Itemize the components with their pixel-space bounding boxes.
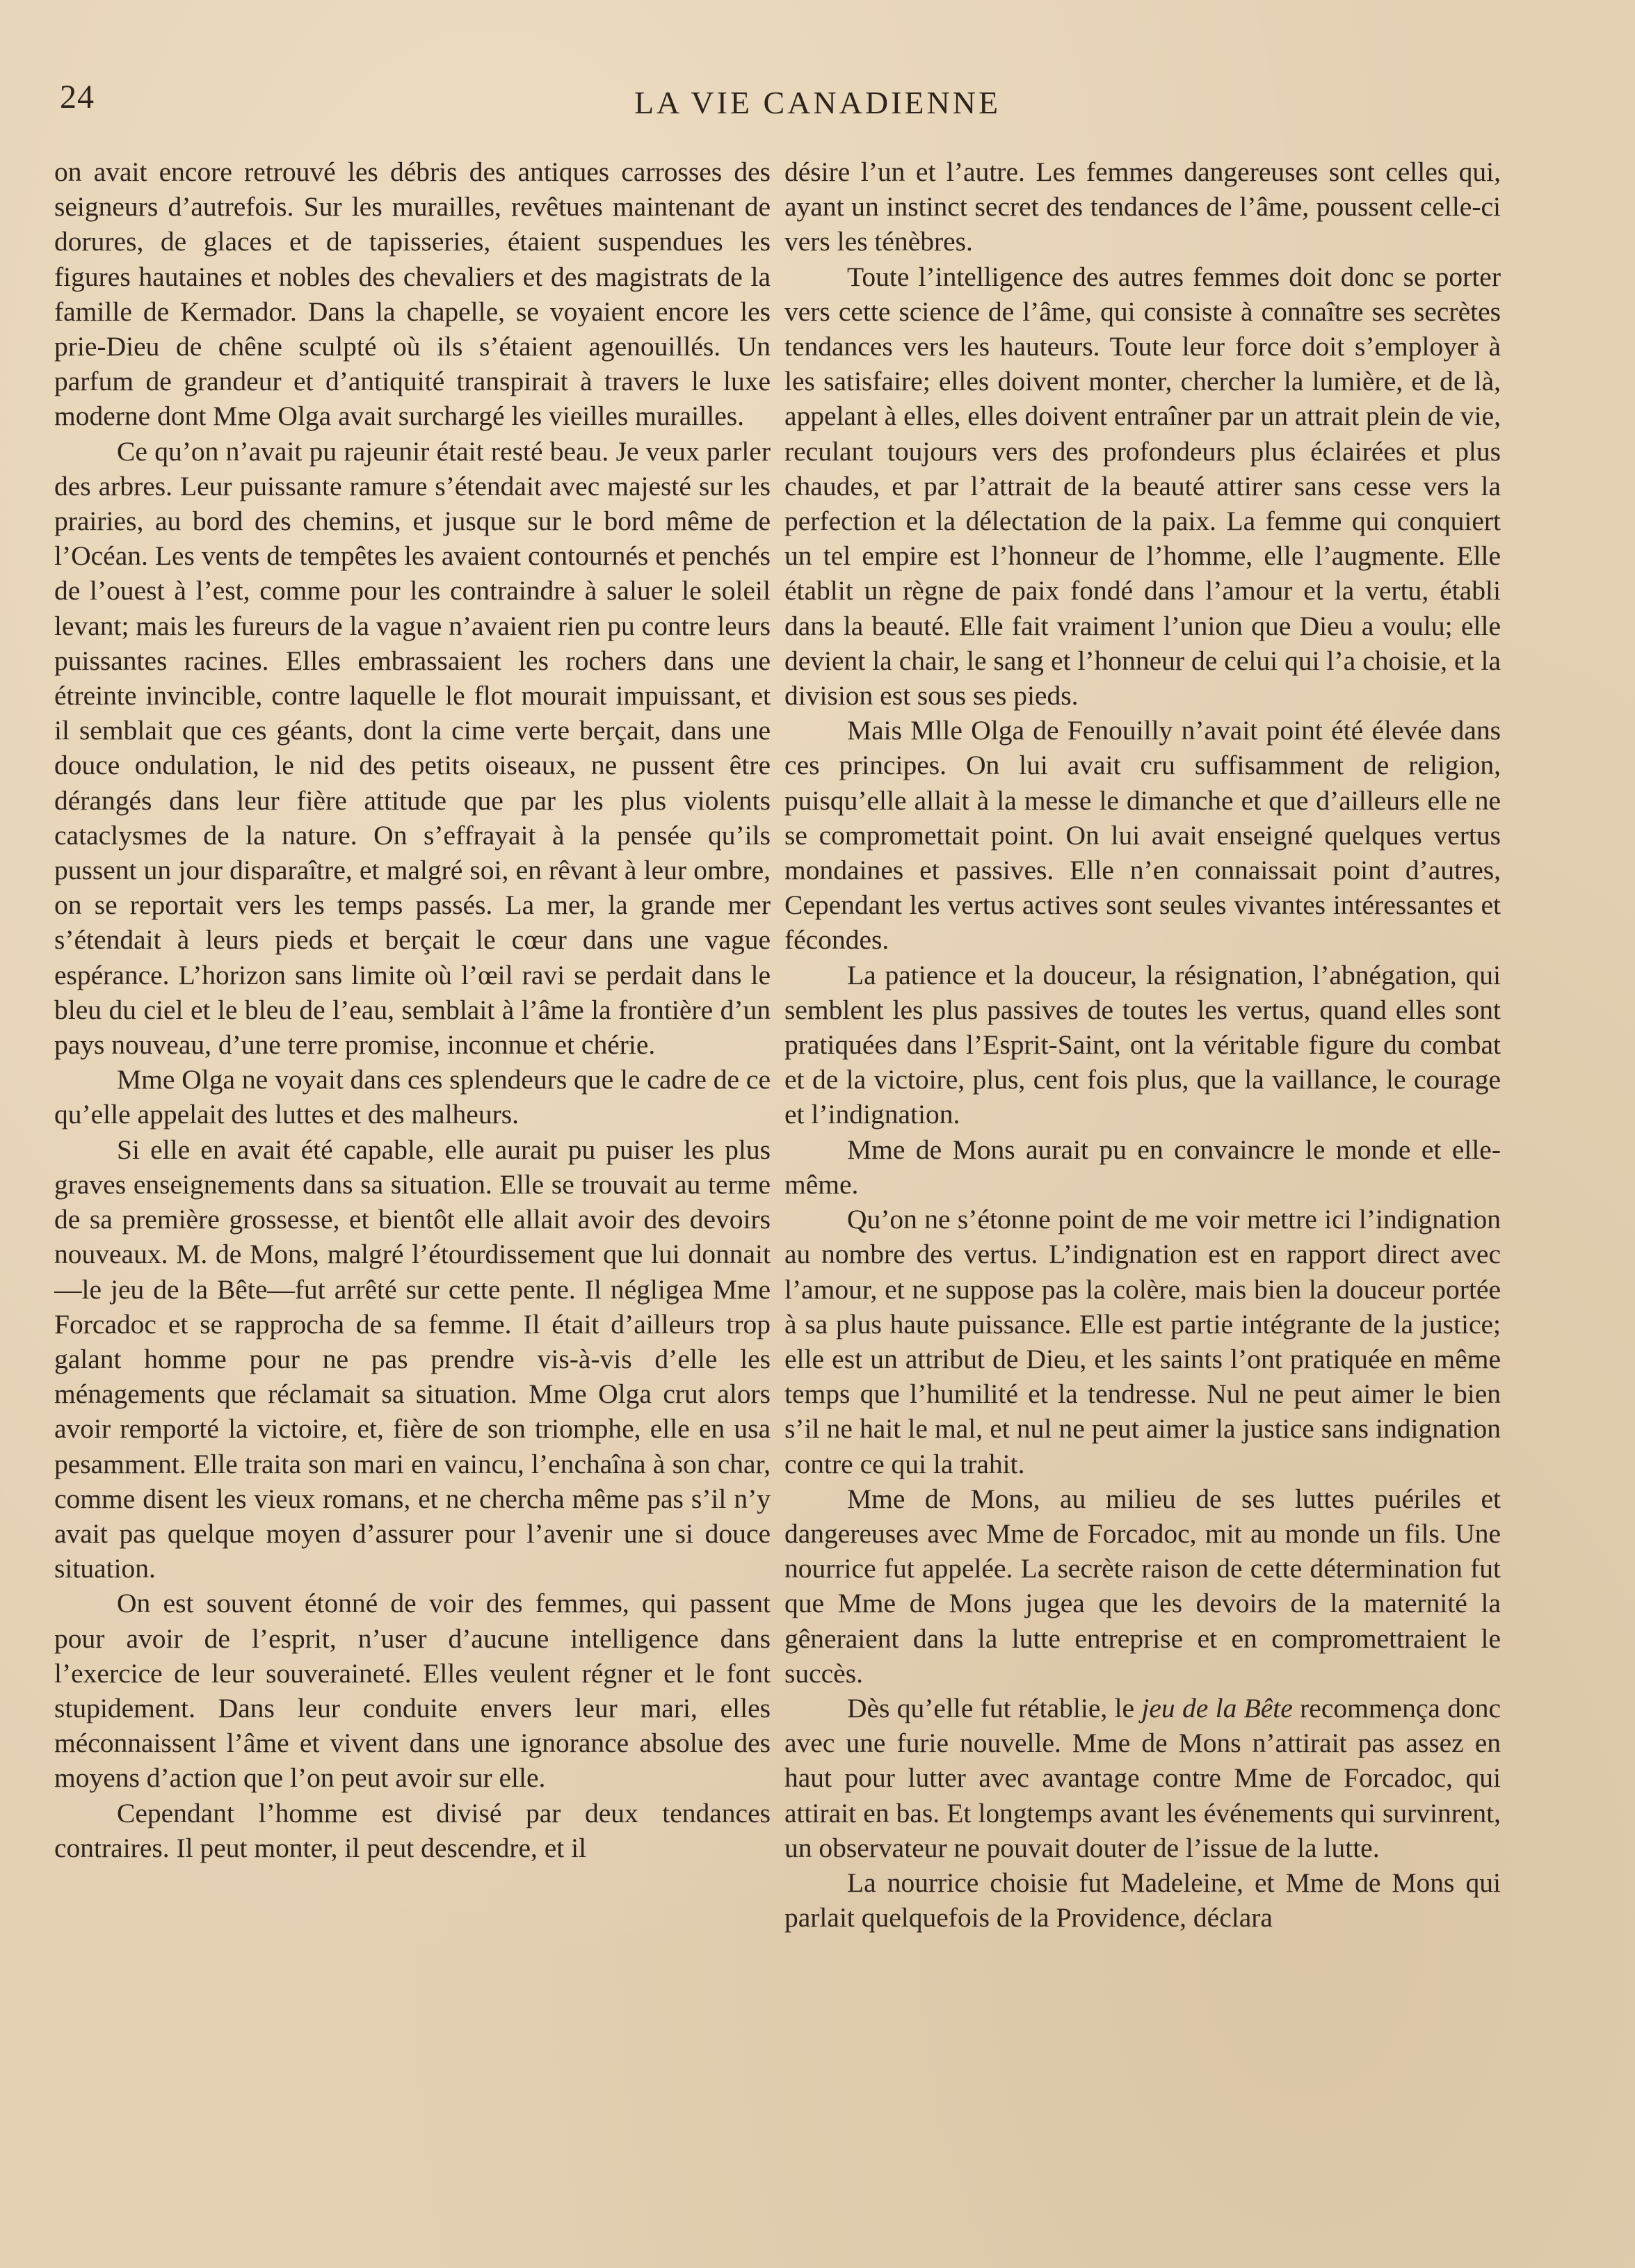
paragraph: Mme Olga ne voyait dans ces splendeurs que le cadre de ce qu’elle appelait des luttes et des malheurs. — [54, 1064, 771, 1130]
running-title: LA VIE CANADIENNE — [634, 85, 1001, 120]
paragraph-text: recommença donc avec une furie nouvelle. Mme de Mons n’attirait pas assez en haut pour lutter avec avantage contre Mme de Forcadoc, qui attirait en bas. Et longtemps avant les événements qui survinrent, un observateur ne pouvait douter de l’issue de la lutte. — [784, 1692, 1501, 1863]
paragraph — [784, 1691, 1501, 1865]
paragraph: on avait encore retrouvé les débris des antiques carrosses des seigneurs d’autrefois. Sur les murailles, revêtues maintenant de dorures, de glaces et de tapisseries, étaient suspendues les figures hautaines et nobles des chevaliers et des magistrats de la famille de Kermador. Dans la chapelle, se voyaient encore les prie-Dieu de chêne sculpté où ils s’étaient agenouillés. Un parfum de grandeur et d’antiquité transpirait à travers le luxe moderne dont Mme Olga avait surchargé les vieilles murailles. — [54, 156, 771, 432]
page-number: 24 — [60, 79, 95, 115]
paragraph: Mme de Mons aurait pu en convaincre le monde et elle-même. — [784, 1134, 1501, 1200]
paragraph: Si elle en avait été capable, elle aurait pu puiser les plus graves enseignements dans sa situation. Elle se trouvait au terme de sa première grossesse, et bientôt elle allait avoir des devoirs nouveaux. M. de Mons, malgré l’étourdissement que lui donnait—le jeu de la Bête—fut arrêté sur cette pente. Il négligea Mme Forcadoc et se rapprocha de sa femme. Il était d’ailleurs trop galant homme pour ne pas prendre vis-à-vis d’elle les ménagements que réclamait sa situation. Mme Olga crut alors avoir remporté la victoire, et, fière de son triomphe, elle en usa pesamment. Elle traita son mari en vaincu, l’enchaîna à son char, comme disent les vieux romans, et ne chercha même pas s’il n’y avait pas quelque moyen d’assurer pour l’avenir une si douce situation. — [54, 1134, 771, 1584]
paragraph-text: Dès qu’elle fut rétablie, le — [847, 1692, 1142, 1723]
paragraph: Cependant l’homme est divisé par deux tendances contraires. Il peut monter, il peut descendre, et il — [54, 1797, 771, 1863]
paragraph: Mais Mlle Olga de Fenouilly n’avait point été élevée dans ces principes. On lui avait cru suffisamment de religion, puisqu’elle allait à la messe le dimanche et que d’ailleurs elle ne se compromettait point. On lui avait enseigné quelques vertus mondaines et passives. Elle n’en connaissait point d’autres, Cependant les vertus actives sont seules vivantes intéressantes et fécondes. — [784, 715, 1501, 956]
italic-phrase: jeu de la Bête — [1141, 1692, 1293, 1723]
paragraph: Toute l’intelligence des autres femmes doit donc se porter vers cette science de l’âme, qui consiste à connaître ses secrètes tendances vers les hauteurs. Toute leur force doit s’employer à les satisfaire; elles doivent monter, chercher la lumière, et de là, appelant à elles, elles doivent entraîner par un attrait plein de vie, reculant toujours vers des profondeurs plus éclairées et plus chaudes, et par l’attrait de la beauté attirer sans cesse vers la perfection et la délectation de la paix. La femme qui conquiert un tel empire est l’honneur de l’homme, elle l’augmente. Elle établit un règne de paix fondé dans l’amour et la vertu, établi dans la beauté. Elle fait vraiment l’union que Dieu a voulu; elle devient la chair, le sang et l’honneur de celui qui l’a choisie, et la division est sous ses pieds. — [784, 261, 1501, 711]
right-column — [784, 154, 1501, 2234]
left-column — [54, 154, 771, 2234]
paragraph: Qu’on ne s’étonne point de me voir mettre ici l’indignation au nombre des vertus. L’indignation est en rapport direct avec l’amour, et ne suppose pas la colère, mais bien la douceur portée à sa plus haute puissance. Elle est partie intégrante de la justice; elle est un attribut de Dieu, et les saints l’ont pratiquée en même temps que l’humilité et la tendresse. Nul ne peut aimer le bien s’il ne hait le mal, et nul ne peut aimer la justice sans indignation contre ce qui la trahit. — [784, 1204, 1501, 1479]
paragraph: On est souvent étonné de voir des femmes, qui passent pour avoir de l’esprit, n’user d’aucune intelligence dans l’exercice de leur souveraineté. Elles veulent régner et le font stupidement. Dans leur conduite envers leur mari, elles méconnaissent l’âme et vivent dans une ignorance absolue des moyens d’action que l’on peut avoir sur elle. — [54, 1588, 771, 1794]
paragraph: Mme de Mons, au milieu de ses luttes puériles et dangereuses avec Mme de Forcadoc, mit au monde un fils. Une nourrice fut appelée. La secrète raison de cette détermination fut que Mme de Mons jugea que les devoirs de la maternité la gêneraient dans la lutte entreprise et en compromettraient le succès. — [784, 1483, 1501, 1689]
paragraph: La nourrice choisie fut Madeleine, et Mme de Mons qui parlait quelquefois de la Providence, déclara — [784, 1867, 1501, 1933]
paragraph: Ce qu’on n’avait pu rajeunir était resté beau. Je veux parler des arbres. Leur puissante ramure s’étendait avec majesté sur les prairies, au bord des chemins, et jusque sur le bord même de l’Océan. Les vents de tempêtes les avaient contournés et penchés de l’ouest à l’est, comme pour les contraindre à saluer le soleil levant; mais les fureurs de la vague n’avaient rien pu contre leurs puissantes racines. Elles embrassaient les rochers dans une étreinte invincible, contre laquelle le flot mourait impuissant, et il semblait que ces géants, dont la cime verte berçait, dans une douce ondulation, le nid des petits oiseaux, ne pussent être dérangés dans leur fière attitude que par les plus violents cataclysmes de la nature. On s’effrayait à la pensée qu’ils pussent un jour disparaître, et malgré soi, en rêvant à leur ombre, on se reportait vers les temps passés. La mer, la grande mer s’étendait à leurs pieds et berçait le cœur dans une vague espérance. L’horizon sans limite où l’œil ravi se perdait dans le bleu du ciel et le bleu de l’eau, semblait à l’âme la frontière d’un pays nouveau, d’une terre promise, inconnue et chérie. — [54, 435, 771, 1061]
paragraph: désire l’un et l’autre. Les femmes dangereuses sont celles qui, ayant un instinct secret des tendances de l’âme, poussent celle-ci vers les ténèbres. — [784, 156, 1501, 257]
paragraph: La patience et la douceur, la résignation, l’abnégation, qui semblent les plus passives de toutes les vertus, quand elles sont pratiquées dans l’Esprit-Saint, ont la véritable figure du combat et de la victoire, plus, cent fois plus, que la vaillance, le courage et l’indignation. — [784, 959, 1501, 1130]
